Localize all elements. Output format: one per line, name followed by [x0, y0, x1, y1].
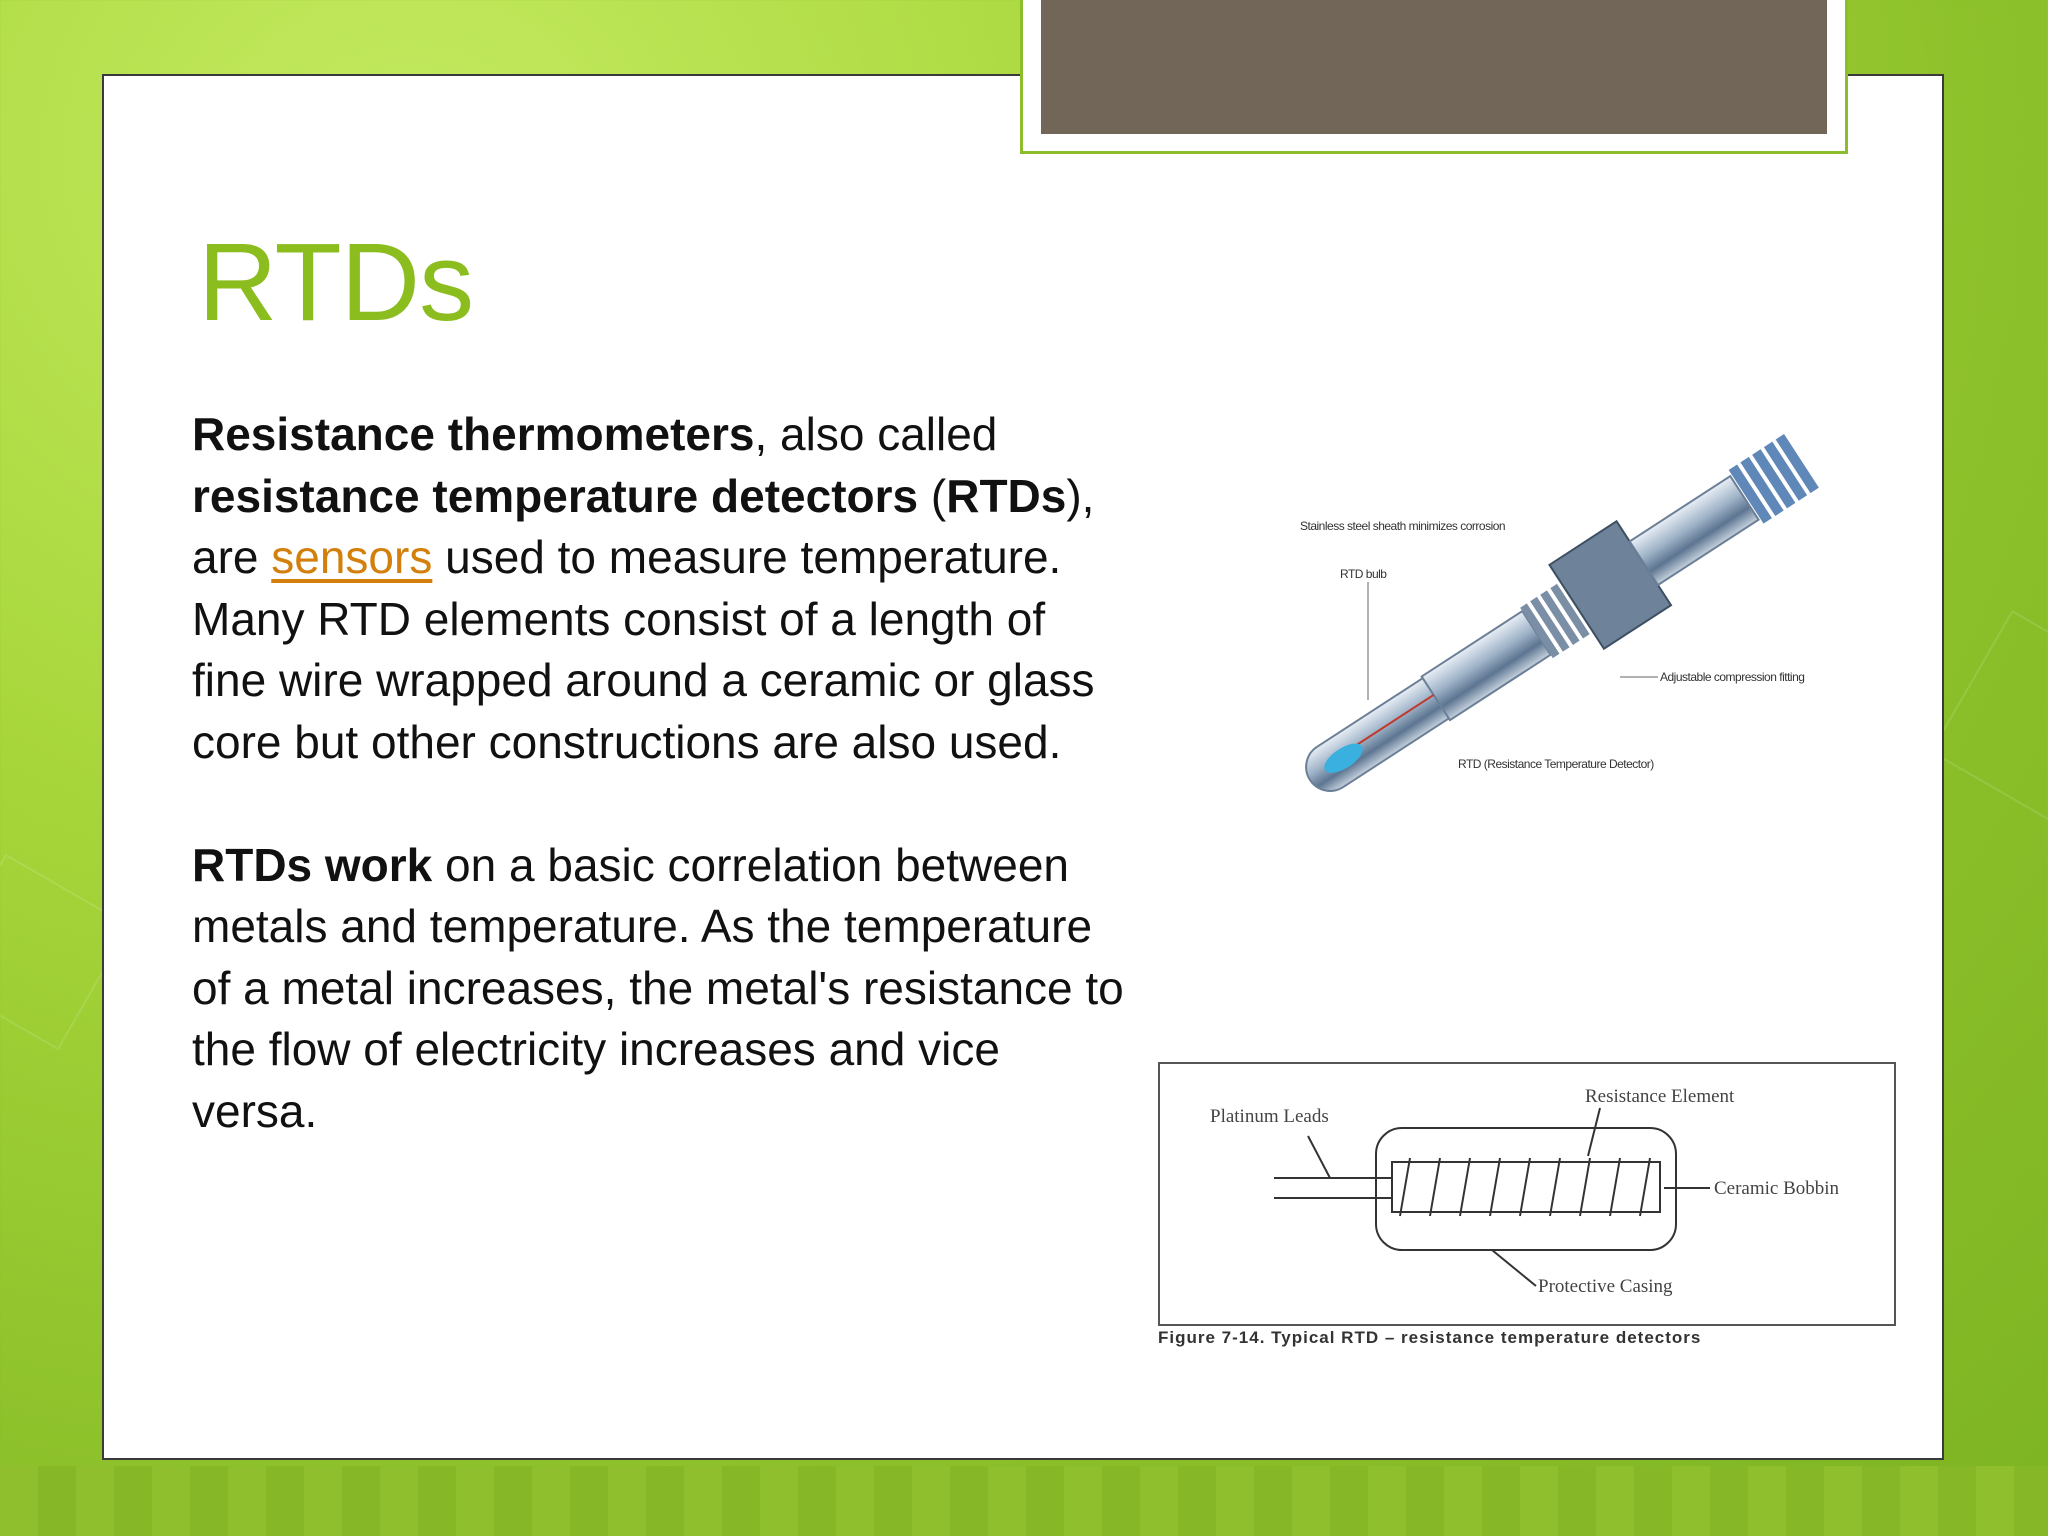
- background-hexagon: [1930, 610, 2048, 834]
- label-sheath: Stainless steel sheath minimizes corrosion: [1300, 519, 1506, 533]
- rtd-diagram-drawing: [1160, 1064, 1894, 1324]
- term-rtds: RTDs: [946, 469, 1067, 522]
- text-span: used to measure temperature. Many RTD elements consist of a length of fine wire wrapped around a ceramic or glass core but other constructions are also used.: [192, 531, 1095, 768]
- rtd-diagram: [1158, 1062, 1896, 1326]
- leader-arrow: [1492, 1250, 1536, 1286]
- text-span: on a basic correlation between metals and temperature. As the temperature of a metal increases, the metal's resistance to the flow of electricity increases and vice versa.: [192, 838, 1124, 1137]
- label-protective-casing: Protective Casing: [1538, 1276, 1673, 1297]
- label-compression-fitting: Adjustable compression fitting: [1660, 670, 1805, 684]
- sensors-link[interactable]: sensors: [271, 531, 433, 583]
- text-span: ), are: [192, 469, 1095, 583]
- figure-caption: Figure 7-14. Typical RTD – resistance temperature detectors: [1158, 1328, 1702, 1347]
- slide-title: RTDs: [198, 221, 474, 344]
- label-platinum-leads: Platinum Leads: [1210, 1106, 1329, 1127]
- term-resistance-thermometers: Resistance thermometers: [192, 408, 755, 460]
- resistance-coil: [1400, 1158, 1650, 1216]
- text-span: , also called: [754, 408, 998, 460]
- paragraph-definition: [192, 404, 1132, 773]
- slide-body: [192, 404, 1132, 1142]
- label-resistance-element: Resistance Element: [1585, 1086, 1735, 1107]
- rtd-probe-image: [1290, 400, 1850, 800]
- paragraph-how-it-works: [192, 835, 1132, 1143]
- label-ceramic-bobbin: Ceramic Bobbin: [1714, 1178, 1840, 1199]
- leader-arrow: [1588, 1108, 1600, 1156]
- leader-arrow: [1308, 1136, 1330, 1178]
- protective-casing: [1376, 1128, 1676, 1250]
- term-rtds-work: RTDs work: [192, 838, 433, 891]
- header-tab-panel: [1041, 0, 1827, 134]
- text-span: (: [918, 469, 947, 522]
- background-band: [0, 1466, 2048, 1536]
- term-rtd-full: resistance temperature detectors: [192, 469, 919, 522]
- label-rtd-bulb: RTD bulb: [1340, 567, 1387, 581]
- rtd-image-caption: RTD (Resistance Temperature Detector): [1458, 757, 1654, 771]
